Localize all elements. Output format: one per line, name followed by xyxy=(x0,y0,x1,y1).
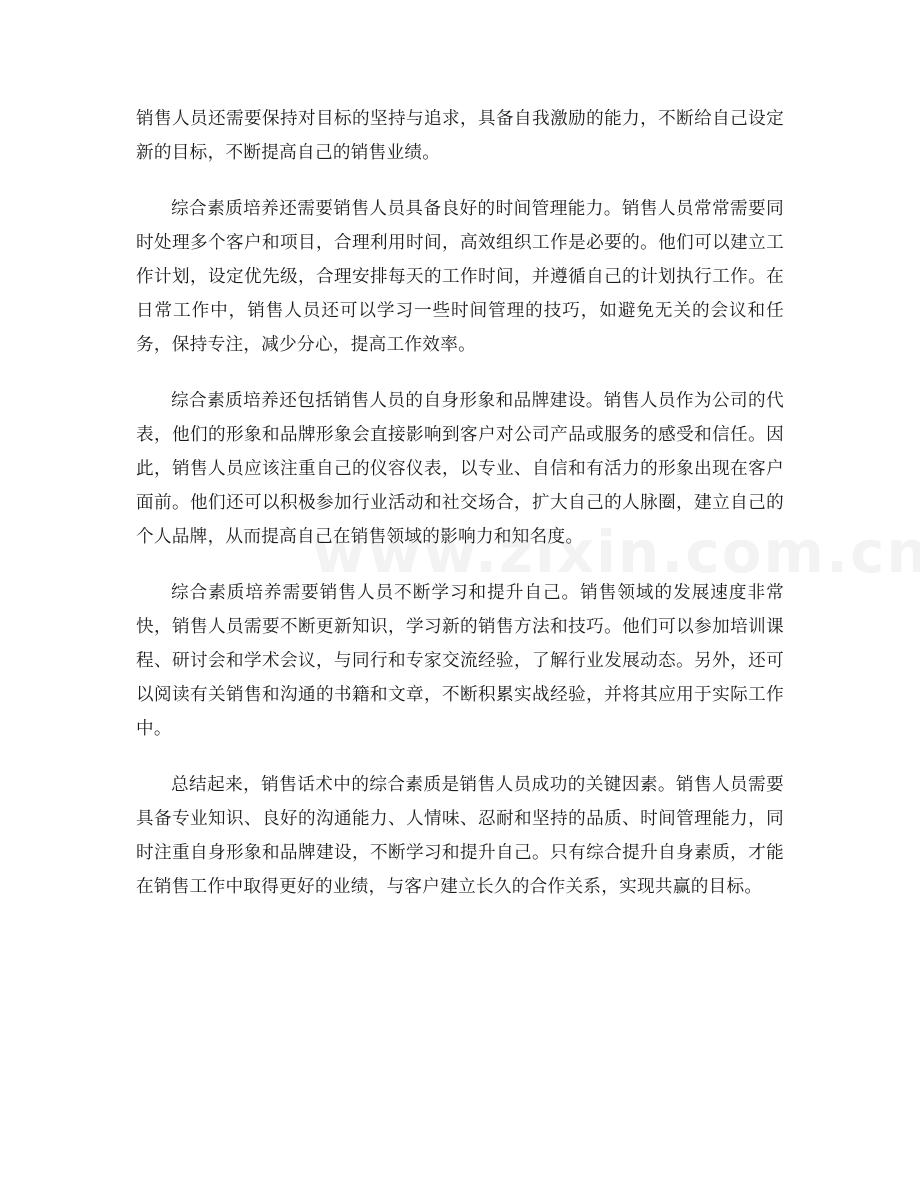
paragraph-3: 综合素质培养还包括销售人员的自身形象和品牌建设。销售人员作为公司的代表，他们的形象和品牌形象会直接影响到客户对公司产品或服务的感受和信任。因此，销售人员应该注重自己的仪容仪表，以专业、自信和有活力的形象出现在客户面前。他们还可以积极参加行业活动和社交场合，扩大自己的人脉圈，建立自己的个人品牌，从而提高自己在销售领域的影响力和知名度。 xyxy=(136,391,784,547)
paragraph-4: 综合素质培养需要销售人员不断学习和提升自己。销售领域的发展速度非常快，销售人员需要不断更新知识，学习新的销售方法和技巧。他们可以参加培训课程、研讨会和学术会议，与同行和专家交流经验，了解行业发展动态。另外，还可以阅读有关销售和沟通的书籍和文章，不断积累实战经验，并将其应用于实际工作中。 xyxy=(136,583,784,739)
paragraph-5: 总结起来，销售话术中的综合素质是销售人员成功的关键因素。销售人员需要具备专业知识、良好的沟通能力、人情味、忍耐和坚持的品质、时间管理能力，同时注重自身形象和品牌建设，不断学习和提升自己。只有综合提升自身素质，才能在销售工作中取得更好的业绩，与客户建立长久的合作关系，实现共赢的目标。 xyxy=(136,775,784,897)
paragraph-2: 综合素质培养还需要销售人员具备良好的时间管理能力。销售人员常常需要同时处理多个客户和项目，合理利用时间，高效组织工作是必要的。他们可以建立工作计划，设定优先级，合理安排每天的工作时间，并遵循自己的计划执行工作。在日常工作中，销售人员还可以学习一些时间管理的技巧，如避免无关的会议和任务，保持专注，减少分心，提高工作效率。 xyxy=(136,199,784,355)
document-body xyxy=(136,102,784,926)
paragraph-1: 销售人员还需要保持对目标的坚持与追求，具备自我激励的能力，不断给自己设定新的目标，不断提高自己的销售业绩。 xyxy=(136,109,784,163)
